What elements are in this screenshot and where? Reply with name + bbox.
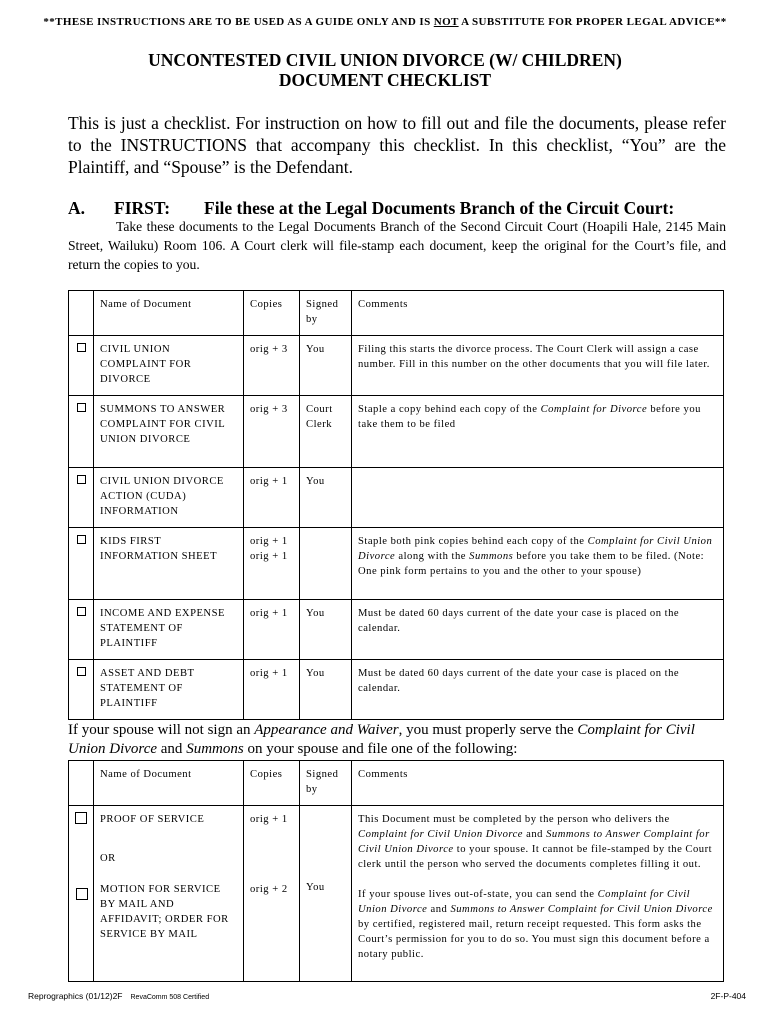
document-name: CIVIL UNION COMPLAINT FOR DIVORCE xyxy=(94,336,244,396)
table-row xyxy=(69,600,724,660)
comments: Must be dated 60 days current of the date your case is placed on the calendar. xyxy=(352,600,724,660)
form-number: 2F-P-404 xyxy=(710,991,746,1001)
title-line-1: UNCONTESTED CIVIL UNION DIVORCE (W/ CHILDREN) xyxy=(148,50,622,70)
or-label: OR xyxy=(100,853,116,864)
table-row xyxy=(69,806,724,982)
section-label: FIRST: xyxy=(114,198,171,218)
document-name: KIDS FIRST INFORMATION SHEET xyxy=(94,528,244,600)
copies: orig + 1 xyxy=(244,600,300,660)
disclaimer-not: NOT xyxy=(433,16,459,28)
header-name: Name of Document xyxy=(94,291,244,336)
checkbox-motion-for-service[interactable] xyxy=(76,888,88,900)
table-row xyxy=(69,660,724,720)
table-header-row xyxy=(69,761,724,806)
disclaimer-before: **THESE INSTRUCTIONS ARE TO BE USED AS A GUIDE ONLY AND IS xyxy=(43,16,434,28)
document-name: SUMMONS TO ANSWER COMPLAINT FOR CIVIL UNION DIVORCE xyxy=(94,396,244,468)
header-comments: Comments xyxy=(352,761,724,806)
comments: Staple a copy behind each copy of the Complaint for Divorce before you take them to be filed xyxy=(352,396,724,468)
document-table-1 xyxy=(68,290,724,720)
service-instructions: If your spouse will not sign an Appearance and Waiver, you must properly serve the Complaint for Civil Union Divorce and Summons on your spouse and file one of the following: xyxy=(68,722,695,757)
proof-of-service-label: PROOF OF SERVICE xyxy=(100,814,205,825)
signed-by: You xyxy=(300,806,352,982)
checkbox[interactable] xyxy=(77,535,86,544)
section-a-body-text: Take these documents to the Legal Documents Branch of the Second Circuit Court (Hoapili Hale, 2145 Main Street, Wailuku) Room 106. A Court clerk will file-stamp each document, keep the original for the Court’s file, and return the copies to you. xyxy=(68,219,726,272)
copies: orig + 1 xyxy=(244,660,300,720)
table-row xyxy=(69,396,724,468)
title-line-2: DOCUMENT CHECKLIST xyxy=(278,70,492,90)
signed-by: You xyxy=(300,660,352,720)
motion-for-service-label: MOTION FOR SERVICE BY MAIL AND AFFIDAVIT; ORDER FOR SERVICE BY MAIL xyxy=(100,884,229,940)
document-name: CIVIL UNION DIVORCE ACTION (CUDA) INFORMATION xyxy=(94,468,244,528)
copies: orig + 1 orig + 2 xyxy=(244,806,300,982)
comments: Filing this starts the divorce process. The Court Clerk will assign a case number. Fill in this number on the other documents that you will file later. xyxy=(352,336,724,396)
signed-by: Court Clerk xyxy=(300,396,352,468)
header-signed: Signed by xyxy=(300,761,352,806)
checkbox[interactable] xyxy=(77,403,86,412)
document-name: ASSET AND DEBT STATEMENT OF PLAINTIFF xyxy=(94,660,244,720)
intro-paragraph: This is just a checklist. For instruction on how to fill out and file the documents, please refer to the INSTRUCTIONS that accompany this checklist. In this checklist, “You” are the Plaintiff, and “Spouse” is the Defendant. xyxy=(68,113,726,177)
signed-by: You xyxy=(300,336,352,396)
header-copies: Copies xyxy=(244,761,300,806)
comments: This Document must be completed by the person who delivers the Complaint for Civil Union Divorce and Summons to Answer Complaint for Civil Union Divorce to your spouse. It cannot be file-stamped by the Court clerk until the person who served the documents completes filling it out. If your spouse lives out-of-state, you can send the Complaint for Civil Union Divorce and Summons to Answer Complaint for Civil Union Divorce by certified, registered mail, return receipt requested. This form asks the Court’s permission for you to do so. You must sign this document before a notary public. xyxy=(352,806,724,982)
document-name: INCOME AND EXPENSE STATEMENT OF PLAINTIFF xyxy=(94,600,244,660)
revacomm-label: RevaComm 508 Certified xyxy=(130,994,210,1001)
copies: orig + 1 xyxy=(244,468,300,528)
signed-by: You xyxy=(300,600,352,660)
copies: orig + 1 orig + 1 xyxy=(244,528,300,600)
copies: orig + 3 xyxy=(244,396,300,468)
table-row xyxy=(69,468,724,528)
comments: Staple both pink copies behind each copy of the Complaint for Civil Union Divorce along with the Summons before you take them to be filed. (Note: One pink form pertains to you and the other to your spouse) xyxy=(352,528,724,600)
header-copies: Copies xyxy=(244,291,300,336)
document-table-2 xyxy=(68,760,724,982)
comments xyxy=(352,468,724,528)
footer-left: Reprographics (01/12)2F RevaComm 508 Certified xyxy=(28,991,210,1001)
disclaimer xyxy=(0,16,770,28)
header-name: Name of Document xyxy=(94,761,244,806)
table-row xyxy=(69,336,724,396)
copies: orig + 3 xyxy=(244,336,300,396)
header-comments: Comments xyxy=(352,291,724,336)
checkbox-header xyxy=(69,761,94,806)
checkbox[interactable] xyxy=(77,343,86,352)
checkbox[interactable] xyxy=(77,607,86,616)
checkbox-proof-of-service[interactable] xyxy=(75,812,87,824)
page-title xyxy=(0,50,770,90)
disclaimer-after: A SUBSTITUTE FOR PROPER LEGAL ADVICE** xyxy=(458,16,727,28)
comments: Must be dated 60 days current of the date your case is placed on the calendar. xyxy=(352,660,724,720)
signed-by xyxy=(300,528,352,600)
checkbox-header xyxy=(69,291,94,336)
section-a-body xyxy=(68,217,726,274)
section-heading-text: File these at the Legal Documents Branch of the Circuit Court: xyxy=(204,198,675,218)
checkbox[interactable] xyxy=(77,475,86,484)
signed-by: You xyxy=(300,468,352,528)
header-signed: Signed by xyxy=(300,291,352,336)
checkbox[interactable] xyxy=(77,667,86,676)
table-header-row xyxy=(69,291,724,336)
table-row xyxy=(69,528,724,600)
document-name xyxy=(94,806,244,982)
section-letter: A. xyxy=(68,198,86,218)
